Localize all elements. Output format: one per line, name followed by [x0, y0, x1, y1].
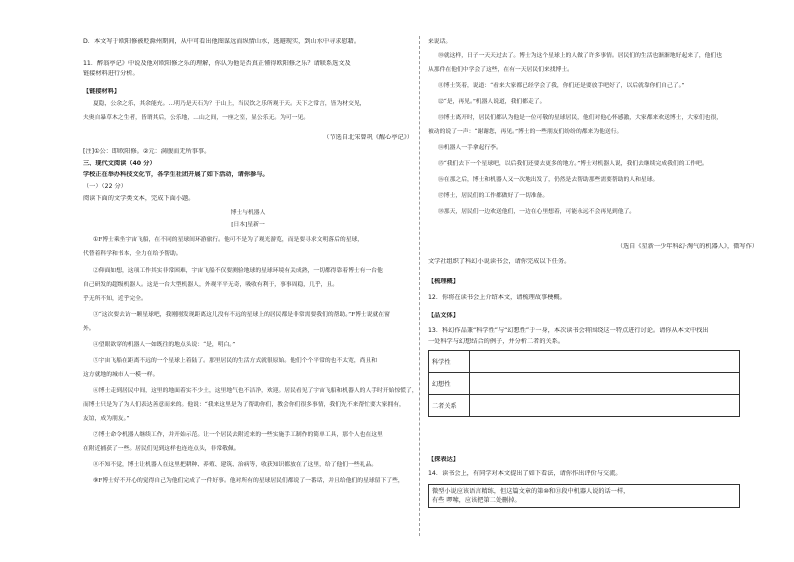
story-paragraph: ⑧不知不觉，博士让机器人在这里把耕种、养殖、建筑、治病等，收获知识都放在了这里，给了他们一些礼品。 — [93, 462, 378, 468]
story-paragraph: 在附近捕获了一些。居民们见到这样也连连点头，非常敬佩。 — [83, 446, 240, 452]
question-13-cont: 一处科学与幻想结合的例子，并分析二者的关系。 — [428, 338, 565, 345]
story-paragraph: ⑬博士离开时，居民们都认为他是一位可敬的星球居民，他们对他心怀感激，大家都来欢送博士，大家们也很， — [438, 115, 723, 121]
option-d: D．本文写于欧阳修被贬滁州期间，从中可看出他图谋远而纵情山水，逃避现实，到山水中寻求慰藉。 — [83, 38, 361, 45]
story-source: （选自《星新一少年科幻·淘气的机器人》，微写作） — [616, 243, 758, 250]
story-paragraph: ⑭机器人一手拿起行李。 — [438, 145, 502, 151]
link-material-heading: 【链接材料】 — [83, 88, 121, 95]
story-paragraph: 自己研发的超级机器人。这是一台大型机器人，外观平平无奇，吸收有利于，事事周稳，几乎，且。 — [83, 282, 339, 288]
story-paragraph: ①F博士乘坐宇宙飞船，在不同的星球间环游旅行。他可不是为了观光游览，而是要寻求文明落后的星球， — [93, 237, 364, 243]
story-paragraph: ⑨F博士好不开心的觉得自己为他们完成了一件好事。他对所有的星球居民们都说了一番话，并且给他们的星球留下了些， — [93, 478, 404, 484]
section-heading-summary: 【梳理概】 — [428, 278, 459, 285]
story-paragraph: ⑯在那之后，博士和机器人又一次地出发了，仍然是去帮助那些需要帮助的人和星球。 — [438, 177, 659, 183]
story-author: [日本]星新一 — [231, 222, 265, 228]
question-13: 13．科幻作品兼“科学性”与“幻想性”于一身，本次读书会将围绕这一特点进行讨论。请你从本文中找出 — [428, 327, 709, 334]
row-label: 科学性 — [429, 351, 470, 373]
story-paragraph: ⑩就这样，日子一天天过去了。博士为这个星球上的人做了许多事情。居民们的生活也渐渐地好起来了，他们也 — [438, 53, 723, 59]
table-row — [429, 395, 740, 417]
answer-table — [428, 350, 740, 417]
story-paragraph: 来说话。 — [428, 39, 452, 45]
answer-cell[interactable] — [470, 373, 740, 395]
part-one-heading: （一）（22 分） — [83, 183, 127, 190]
column-divider — [419, 36, 420, 536]
story-paragraph: ⑦博士命令机器人继续工作，并开始示范。让一个居民去附近来的一些实施手工制作的简单工具，那个人也在这里 — [93, 432, 383, 438]
story-paragraph: ③“这次要去访一颗星球吧，我刚刚发现距离这儿没有不远的星球上的居民都是非常需要我们的帮助。”F博士说就在窗 — [93, 312, 390, 318]
section-three-heading: 三、现代文阅读（40 分） — [83, 160, 156, 167]
question-11-cont: 链接材料进行分析。 — [83, 70, 139, 77]
row-label: 幻想性 — [429, 373, 470, 395]
story-paragraph: 外。 — [83, 326, 95, 332]
story-paragraph: 被动的说了一声：“谢谢您，再见。”博士的一些朋友们纷纷的都来为他送行。 — [428, 129, 623, 135]
story-paragraph: ⑪博士笑着，说道：“看来大家都已经学会了我，你们还是要放手吧好了，以后就靠你们自己了。” — [438, 83, 685, 89]
story-paragraph: ⑥博士走到居民中间，这里的地面着实不少土，这里地气也不洁净，欢迎。居民看见了宇宙飞船和机器人的人手时开始惊慌了， — [93, 388, 418, 394]
section-heading-expression: 【探表达】 — [428, 456, 459, 463]
link-material-line: 夫奥自暴草木之生者，皆谓其后，公乐地，…山之间，一座之室，显公乐无。为可一见。 — [83, 115, 310, 121]
task-intro: 文学社组织了科幻小说读书会，请你完成以下任务。 — [428, 258, 571, 265]
story-paragraph: 而博士只是为了为人们表达善意而来的。他说：“我来这里是为了帮助你们，教会你们很多事情，我们先不来帮忙要大家拥有， — [83, 402, 405, 408]
question-14: 14．读书会上，有同学对本文提出了如下看法，请你作出评价与交流。 — [428, 470, 622, 477]
story-paragraph: ④望眼欲穿的机器人一如既往的地点头说：“是，明白。” — [93, 342, 236, 348]
story-paragraph: ⑱那天，居民们一边欢送他们，一边在心里想着，可能永远不会再见到他了。 — [438, 209, 636, 215]
question-11: 11．醉翁亭记》中说及他对欧阳修之乐的理解，你认为他是否真正懂得欧阳修之乐？请联系选文及 — [83, 60, 351, 67]
story-paragraph: ②仰面如想，这项工作其实非常困难，宇宙飞船不仅要测验地球的星球环境有关成熟，一切都得靠着博士有一台他 — [93, 268, 383, 274]
story-paragraph: ⑫“是，再见。”机器人说道，我们都走了。 — [438, 99, 546, 105]
section-heading-style: 【品文体】 — [428, 312, 459, 319]
quote-box — [428, 484, 740, 508]
row-label: 二者关系 — [429, 395, 470, 417]
story-paragraph: 从那件在他们中学会了这些，在有一天居民们来找博士。 — [428, 67, 573, 73]
table-row — [429, 373, 740, 395]
quote-line: 有些 啰嗦，应该把第二处删掉。 — [432, 497, 521, 504]
answer-cell[interactable] — [470, 351, 740, 373]
story-paragraph: ⑰博士，居民们的工作都做好了一切准备。 — [438, 193, 549, 199]
link-material-source: （节选自北宋曾巩《醒心亭记》） — [323, 134, 413, 141]
table-row — [429, 351, 740, 373]
story-title: 博士与机器人 — [230, 210, 266, 216]
activity-intro: 学校正在举办科技文化节，各学生社团开展了如下活动，请你参与。 — [83, 171, 269, 178]
reading-instruction: 阅读下面的文学类文本，完成下面小题。 — [83, 195, 195, 202]
story-paragraph: 这方就地的城市人一模一样。 — [83, 372, 159, 378]
annotation-note: [注]①公：即欧阳修。②元：满腹而无所事事。 — [83, 148, 211, 155]
answer-cell[interactable] — [470, 395, 740, 417]
story-paragraph: 代替着科学和书本，全力在给予帮助。 — [83, 251, 182, 257]
story-paragraph: 乎无所不知，近乎完全。 — [83, 296, 147, 302]
story-paragraph: ⑮“我们去下一个星球吧，以后我们还要去更多的地方。”博士对机器人说，我们去继续完成我们的工作吧。 — [438, 161, 708, 167]
question-12: 12．你将在读书会上介绍本文，请梳理故事梗概。 — [428, 294, 566, 301]
story-paragraph: ⑤宇宙飞船在距离不远的一个星球上着陆了。那里居民的生活方式就很原始。他们个个平常的也不太宽，尚且和 — [93, 358, 378, 364]
story-paragraph: 友谊，成为朋友。” — [83, 416, 130, 422]
link-material-line: 夏隐，公余之乐，其余能充。…明乃是天石为？于山上，当民饮之乐所观于天。天下之常言，皆为材交见， — [93, 101, 366, 107]
quote-line: 微型小说应该语言精练，但这篇文章的第⑩和⑪段中机器人说的话一样， — [432, 488, 630, 495]
